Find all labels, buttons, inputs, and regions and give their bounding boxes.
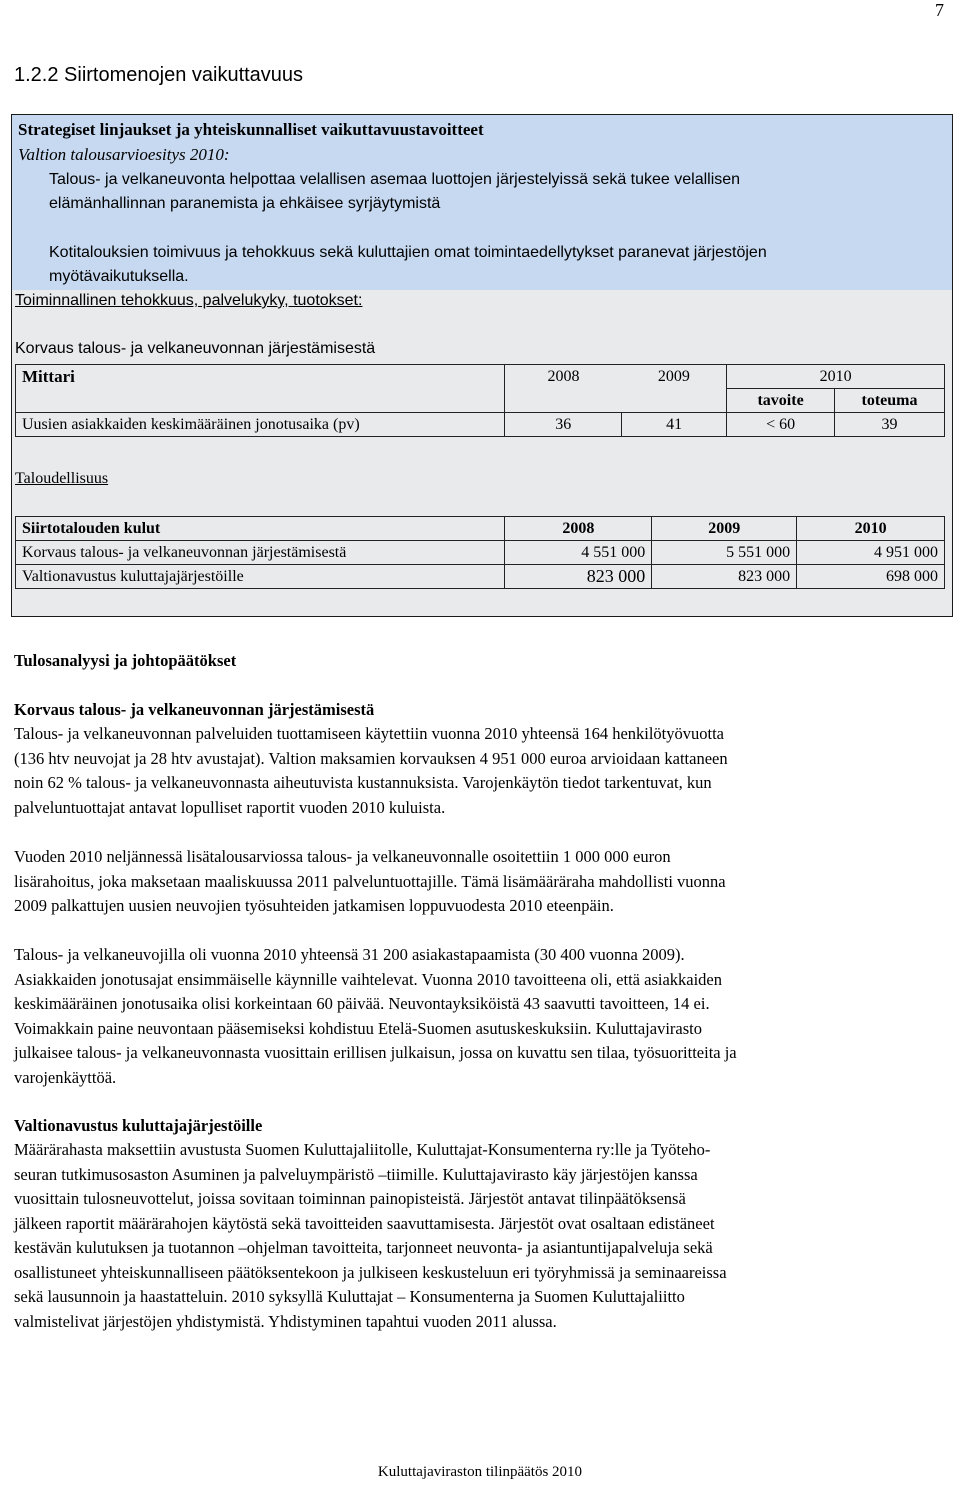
costs-col-label: Siirtotalouden kulut xyxy=(16,517,505,541)
text-line: noin 62 % talous- ja velkaneuvonnasta aiheutuvista kustannuksista. Varojenkäytön tiedot tarkentuvat, kun xyxy=(14,773,712,792)
budget-label: Valtion talousarvioesitys 2010: xyxy=(18,145,230,164)
costs-row-label: Valtionavustus kuluttajajärjestöille xyxy=(16,565,505,589)
costs-col-2010: 2010 xyxy=(797,517,945,541)
metrics-row-2009: 41 xyxy=(622,413,727,437)
subheading-compensation: Korvaus talous- ja velkaneuvonnan järjestämisestä xyxy=(14,700,375,719)
goals-box xyxy=(11,114,953,617)
text-line: lisärahoitus, joka maksetaan maaliskuussa 2011 palveluntuottajille. Tämä lisämääräraha mahdollisti vuonna xyxy=(14,871,726,891)
goal1-line2: elämänhallinnan paranemista ja ehkäisee syrjäytymistä xyxy=(49,195,441,212)
table-row xyxy=(16,565,945,589)
strategy-heading: Strategiset linjaukset ja yhteiskunnalliset vaikuttavuustavoitteet xyxy=(18,120,484,139)
paragraph-1 xyxy=(14,722,949,820)
metrics-table xyxy=(15,364,945,437)
results-heading: Tulosanalyysi ja johtopäätökset xyxy=(14,651,237,670)
paragraph-4 xyxy=(14,1138,949,1334)
subheading-grant: Valtionavustus kuluttajajärjestöille xyxy=(14,1116,263,1135)
metrics-subheader-row xyxy=(16,389,945,413)
costs-row-2009: 823 000 xyxy=(652,565,797,589)
metrics-row-2008: 36 xyxy=(505,413,622,437)
costs-row-2010: 698 000 xyxy=(797,565,945,589)
text-line: Vuoden 2010 neljännessä lisätalousarviossa talous- ja velkaneuvonnalle osoitettiin 1 000 000 euron xyxy=(14,847,671,866)
paragraph-3 xyxy=(14,943,949,1090)
costs-row-2008: 823 000 xyxy=(505,565,652,589)
compensation-label: Korvaus talous- ja velkaneuvonnan järjestämisestä xyxy=(15,340,376,357)
costs-col-2008: 2008 xyxy=(505,517,652,541)
costs-header-row xyxy=(16,517,945,541)
text-line: valmistelivat järjestöjen yhdistymistä. Yhdistyminen tapahtui vuoden 2011 alussa. xyxy=(14,1311,557,1331)
text-line: julkaisee talous- ja velkaneuvonnasta vuosittain erillisen julkaisun, jossa on kuvattu sen tilaa, työsuoritteita ja xyxy=(14,1043,737,1062)
metrics-col-metric: Mittari xyxy=(16,365,505,389)
text-line: Talous- ja velkaneuvonnan palveluiden tuottamiseen käytettiin vuonna 2010 yhteensä 164 henkilötyövuotta xyxy=(14,724,725,743)
page-number: 7 xyxy=(935,0,944,20)
text-line: osallistuneet yhteiskunnalliseen päätöksentekoon ja julkiseen keskusteluun eri työryhmissä ja seminaareissa xyxy=(14,1262,727,1282)
text-line: palveluntuottajat antavat lopulliset raportit vuoden 2010 kuluista. xyxy=(14,797,446,817)
page-footer: Kuluttajaviraston tilinpäätös 2010 xyxy=(377,1464,583,1480)
metrics-row-target: < 60 xyxy=(727,413,835,437)
text-line: kestävän kulutuksen ja tuotannon –ohjelman tavoitteita, tarjonneet neuvonta- ja asiantuntijapalveluja sekä xyxy=(14,1238,713,1257)
goal2-line2: myötävaikutuksella. xyxy=(49,268,189,285)
metrics-row-label: Uusien asiakkaiden keskimääräinen jonotusaika (pv) xyxy=(16,413,505,437)
text-line: 2009 palkattujen uusien neuvojien työsuhteiden jatkamisen loppuvuodesta 2010 eteenpäin. xyxy=(14,896,614,915)
table-row xyxy=(16,413,945,437)
section-heading: 1.2.2 Siirtomenojen vaikuttavuus xyxy=(14,64,304,86)
metrics-col-2008: 2008 xyxy=(505,365,622,389)
costs-row-2008: 4 551 000 xyxy=(505,541,652,565)
text-line: keskimääräinen jonotusaika olisi korkeintaan 60 päivää. Neuvontayksiköistä 43 saavutti tavoitteen, 14 ei. xyxy=(14,994,710,1013)
costs-row-2010: 4 951 000 xyxy=(797,541,945,565)
text-line: vuosittain tulosneuvottelut, joissa sovitaan toiminnan painopisteistä. Järjestöt antavat tilinpäätöksensä xyxy=(14,1189,686,1208)
table-row xyxy=(16,541,945,565)
text-line: Talous- ja velkaneuvojilla oli vuonna 2010 yhteensä 31 200 asiakastapaamista (30 400 vuonna 2009). xyxy=(14,945,685,964)
text-line: varojenkäyttöä. xyxy=(14,1067,117,1087)
goal2-line1: Kotitalouksien toimivuus ja tehokkuus sekä kuluttajien omat toimintaedellytykset paranevat järjestöjen xyxy=(49,244,767,261)
metrics-col-2009: 2009 xyxy=(622,365,727,389)
text-line: Voimakkain paine neuvontaan pääsemiseksi kohdistuu Etelä-Suomen asutuskeskuksiin. Kuluttajavirasto xyxy=(14,1018,702,1038)
paragraph-2 xyxy=(14,845,949,919)
costs-table xyxy=(15,516,945,589)
goal1-line1: Talous- ja velkaneuvonta helpottaa velallisen asemaa luottojen järjestelyissä sekä tukee velallisen xyxy=(49,171,741,188)
text-line: seuran tutkimusosaston Asuminen ja palveluympäristö –tiimille. Kuluttajavirasto käy järjestöjen kanssa xyxy=(14,1164,698,1184)
goals-box-top xyxy=(12,115,952,290)
costs-col-2009: 2009 xyxy=(652,517,797,541)
goals-box-bottom xyxy=(12,290,952,616)
text-line: jälkeen raportit määrärahojen käytöstä sekä tavoitteiden saavuttamisesta. Järjestöt ovat osaltaan edistäneet xyxy=(14,1213,715,1233)
text-line: Määrärahasta maksettiin avustusta Suomen Kuluttajaliitolle, Kuluttajat-Konsumenterna ry:lle ja Työteho- xyxy=(14,1140,711,1159)
costs-row-label: Korvaus talous- ja velkaneuvonnan järjestämisestä xyxy=(16,541,505,565)
text-line: sekä lausunnoin ja haastatteluin. 2010 syksyllä Kuluttajat – Konsumenterna ja Suomen Kuluttajaliitto xyxy=(14,1287,685,1306)
costs-row-2009: 5 551 000 xyxy=(652,541,797,565)
text-line: (136 htv neuvojat ja 28 htv avustajat). Valtion maksamien korvauksen 4 951 000 euroa arvioidaan kattaneen xyxy=(14,748,728,768)
metrics-header-row xyxy=(16,365,945,389)
metrics-col-2010: 2010 xyxy=(727,365,945,389)
text-line: Asiakkaiden jonotusajat ensimmäiselle käynnille vaihtelevat. Vuonna 2010 tavoitteena oli, että asiakkaiden xyxy=(14,969,723,989)
metrics-row-actual: 39 xyxy=(835,413,945,437)
economy-heading: Taloudellisuus xyxy=(15,470,109,487)
operational-heading: Toiminnallinen tehokkuus, palvelukyky, tuotokset: xyxy=(15,292,363,309)
metrics-sub-target: tavoite xyxy=(727,389,835,413)
metrics-sub-actual: toteuma xyxy=(835,389,945,413)
